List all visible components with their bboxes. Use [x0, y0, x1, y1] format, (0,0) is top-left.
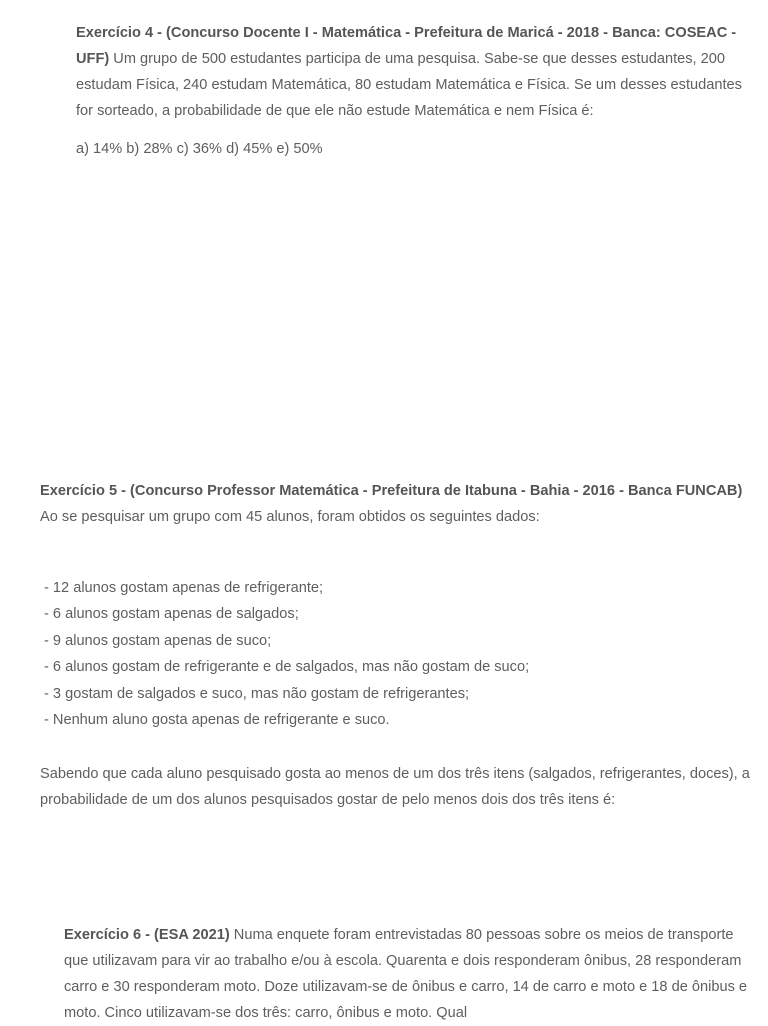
exercise-6-statement — [64, 922, 756, 1026]
list-item: - 6 alunos gostam de refrigerante e de salgados, mas não gostam de suco; — [44, 659, 530, 676]
exercise-5-question: Sabendo que cada aluno pesquisado gosta ao menos de um dos três itens (salgados, refrigerantes, doces), a probabilidade de um dos alunos pesquisados gostar de pelo menos dois dos três itens é: — [40, 766, 750, 808]
list-item: - 12 alunos gostam apenas de refrigerante; — [44, 580, 324, 596]
exercise-6-heading: Exercício 6 - (ESA 2021) — [64, 927, 230, 943]
exercise-5-data-list — [44, 575, 744, 733]
exercise-4-options: a) 14% b) 28% c) 36% d) 45% e) 50% — [76, 141, 323, 157]
list-item: - 6 alunos gostam apenas de salgados; — [44, 606, 299, 623]
exercise-4 — [76, 20, 756, 162]
list-item: - 9 alunos gostam apenas de suco; — [44, 632, 272, 649]
exercise-5-statement — [40, 478, 752, 530]
exercise-5-heading: Exercício 5 - (Concurso Professor Matemática - Prefeitura de Itabuna - Bahia - 2016 - Banca FUNCAB) — [40, 483, 743, 499]
exercise-6 — [64, 922, 756, 1026]
exercise-4-statement — [76, 20, 756, 124]
list-item: - 3 gostam de salgados e suco, mas não gostam de refrigerantes; — [44, 685, 470, 702]
list-item: - Nenhum aluno gosta apenas de refrigerante e suco. — [44, 712, 390, 729]
exercise-6-body: Numa enquete foram entrevistadas 80 pessoas sobre os meios de transporte que utilizavam para vir ao trabalho e/ou à escola. Quarenta e dois responderam ônibus, 28 responderam carro e 30 responderam moto. Doze utilizavam-se de ônibus e carro, 14 de carro e moto e 18 de ônibus e moto. Cinco utilizavam-se dos três: carro, ônibus e moto. Qual — [64, 927, 748, 1021]
exercise-4-body: Um grupo de 500 estudantes participa de uma pesquisa. Sabe-se que desses estudantes, 200 estudam Física, 240 estudam Matemática, 80 estudam Matemática e Física. Se um desses estudantes for sorteado, a probabilidade de que ele não estude Matemática e nem Física é: — [76, 51, 742, 119]
exercise-5 — [40, 478, 752, 530]
exercise-4-heading: Exercício 4 - (Concurso Docente I - Matemática - Prefeitura de Maricá - 2018 - Banca: COSEAC - UFF) — [76, 25, 737, 67]
exercise-5-body: Ao se pesquisar um grupo com 45 alunos, foram obtidos os seguintes dados: — [40, 509, 540, 525]
